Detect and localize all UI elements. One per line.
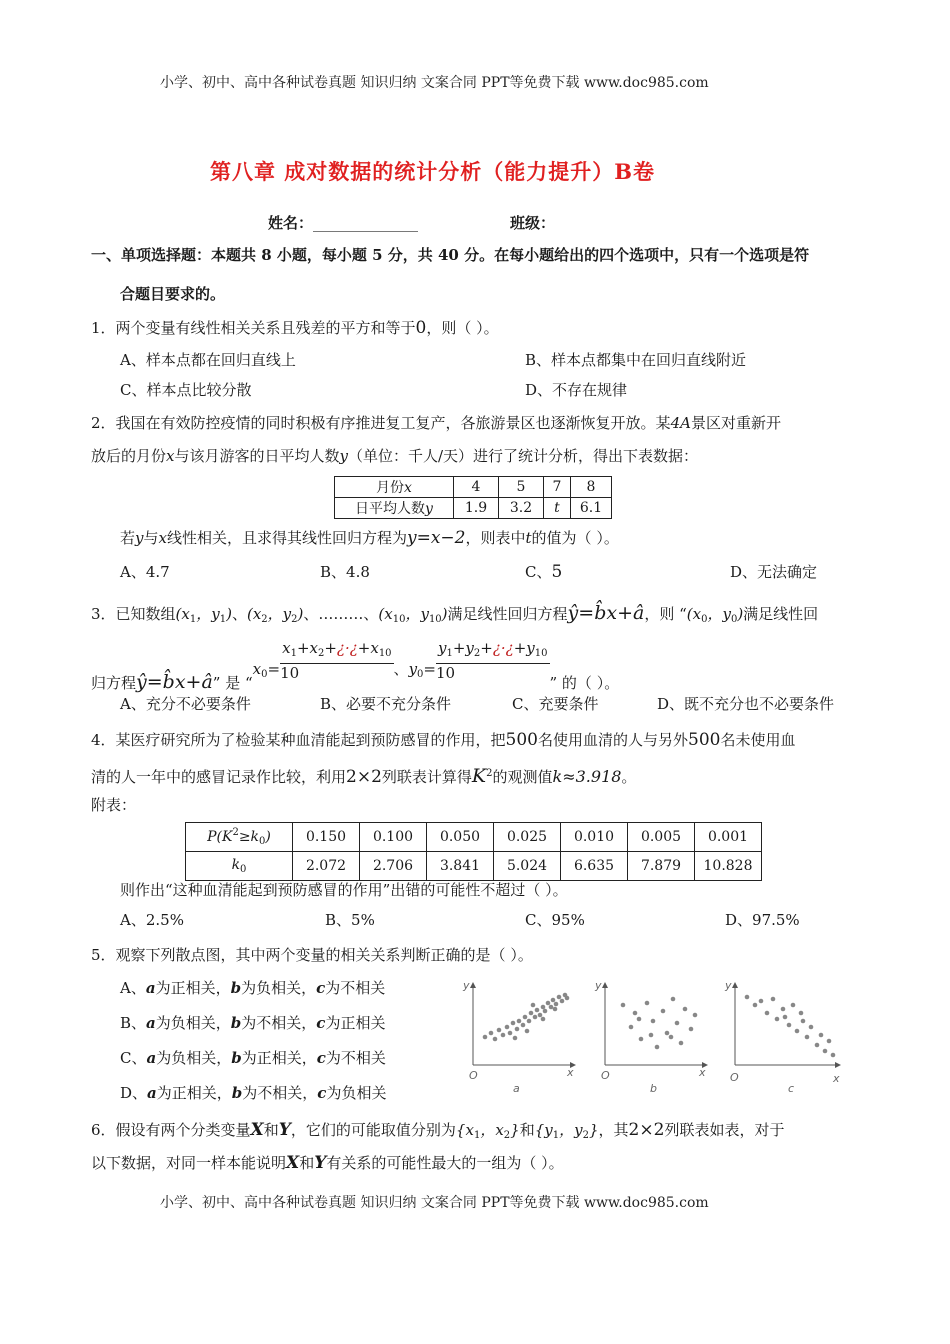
scatter-point [827,1039,832,1044]
scatter-point [759,999,764,1004]
q4-p-cell: 0.150 [293,823,360,852]
scatter-point [493,1037,498,1042]
q2-stem-line2: 放后的月份x与该月游客的日平均人数y（单位：千人/天）进行了统计分析，得出下表数据： [91,447,699,465]
scatter-point [665,1031,670,1036]
scatter-point [661,1009,666,1014]
scatter-point [651,1019,656,1024]
q4-k-cell: 6.635 [561,852,628,881]
q2-option-c: C、5 [525,562,563,582]
q4-k-cell: 5.024 [494,852,561,881]
scatter-point [637,1017,642,1022]
scatter-point [554,1002,559,1007]
q3-stem-line2: 归方程ŷ=b̂x+â” 是 “$x_0=$ $\frac{x_1+x_2+¿\cdot¿+x_{10}}{10}$ 、$y_0=$ $\frac{y_1+y_2+¿\cdot¿+y_{10}}{10}$ ” 的（ ）。 [91,639,620,693]
scatter-point [799,1011,804,1016]
scatter-plot-b [594,979,707,1095]
q2-option-d: D、无法确定 [730,563,818,581]
q4-stem-line1: 4．某医疗研究所为了检验某种血清能起到预防感冒的作用，把500名使用血清的人与另外500名未使用血 [91,730,796,750]
scatter-point [538,1013,543,1018]
plot-b-caption: b [650,1082,657,1095]
scatter-point [515,1027,520,1032]
q4-k-header: $k_0$ [186,852,293,881]
scatter-point [669,1035,674,1040]
q6-stem-line2: 以下数据，对同一样本能说明X和Y有关系的可能性最大的一组为（ ）。 [91,1153,564,1173]
q1-option-d: D、不存在规律 [525,381,628,399]
scatter-point [521,1023,526,1028]
name-label: 姓名：______________ [268,214,419,232]
q3-option-c: C、充要条件 [512,695,599,713]
q2-stem-line1: 2．我国在有效防控疫情的同时积极有序推进复工复产，各旅游景区也逐渐恢复开放。某4A景区对重新开 [91,414,781,432]
scatter-point [809,1025,814,1030]
q4-stem-line2: 清的人一年中的感冒记录作比较，利用2×2列联表计算得$K^2$的观测值k≈3.918。 [91,765,637,787]
q3-stem-line1: 3．已知数组($x_1$，$y_1$)、($x_2$，$y_2$)、………、($x_{10}$，$y_{10}$)满足线性回归方程ŷ=b̂x+â，则 “($x_0$，$y_0$)满足线性回 [91,602,819,625]
q3-fraction-y: $\frac{y_1+y_2+¿\cdot¿+y_{10}}{10}$ [436,639,548,682]
scatter-point [819,1033,824,1038]
scatter-point [483,1035,488,1040]
scatter-point [543,1009,548,1014]
plot-a-caption: a [513,1082,520,1095]
q4-p-cell: 0.025 [494,823,561,852]
scatter-point [671,997,676,1002]
q3-fraction-x: $\frac{x_1+x_2+¿\cdot¿+x_{10}}{10}$ [280,639,392,682]
scatter-point [517,1019,522,1024]
plot-a-xlabel: x [567,1066,574,1079]
q4-p-cell: 0.005 [628,823,695,852]
q5-option-a: A、a为正相关，b为负相关，c为不相关 [120,979,386,997]
scatter-point [529,1011,534,1016]
q2-row1-header: 月份x [335,477,454,498]
q2-month-cell: 5 [499,477,544,498]
plot-b-xlabel: x [699,1066,706,1079]
scatter-point [783,1015,788,1020]
q3-option-a: A、充分不必要条件 [120,695,251,713]
q2-value-cell: 3.2 [499,498,544,519]
scatter-point [489,1031,494,1036]
scatter-point [553,1007,558,1012]
q2-value-cell: 6.1 [571,498,612,519]
plot-a-origin: O [469,1069,478,1082]
page-header: 小学、初中、高中各种试卷真题 知识归纳 文案合同 PPT等免费下载 www.doc985.com [160,75,709,91]
section-heading: 一、单项选择题：本题共 8 小题，每小题 5 分，共 40 分。在每小题给出的四个选项中，只有一个选项是符 [91,246,810,264]
scatter-point [791,1003,796,1008]
q4-option-b: B、5% [325,911,375,929]
q4-p-cell: 0.010 [561,823,628,852]
q5-scatter-figure [455,975,855,1100]
scatter-point [549,1005,554,1010]
scatter-point [621,1003,626,1008]
scatter-point [795,1029,800,1034]
q2-value-cell: 1.9 [454,498,499,519]
q5-option-b: B、a为负相关，b为不相关，c为正相关 [120,1014,386,1032]
q4-p-cell: 0.050 [427,823,494,852]
page-footer: 小学、初中、高中各种试卷真题 知识归纳 文案合同 PPT等免费下载 www.doc985.com [160,1195,709,1211]
scatter-point [533,1015,538,1020]
scatter-point [781,1007,786,1012]
scatter-point [505,1025,510,1030]
scatter-point [535,1008,540,1013]
scatter-point [527,1019,532,1024]
scatter-point [497,1028,502,1033]
q2-stem-line3: 若y与x线性相关，且求得其线性回归方程为y=x−2，则表中t的值为（ ）。 [120,528,619,548]
scatter-point [815,1043,820,1048]
plot-c-origin: O [730,1071,739,1084]
q4-conclusion: 则作出“这种血清能起到预防感冒的作用”出错的可能性不超过（ ）。 [120,881,568,899]
scatter-point [649,1033,654,1038]
q4-k-cell: 3.841 [427,852,494,881]
page-title: 第八章 成对数据的统计分析（能力提升）B卷 [210,159,656,184]
scatter-point [775,1017,780,1022]
q1-option-b: B、样本点都集中在回归直线附近 [525,351,747,369]
scatter-point [753,1003,758,1008]
q2-option-a: A、4.7 [120,563,170,581]
q2-row2-header: 日平均人数y [335,498,454,519]
plot-b-ylabel: y [595,979,602,992]
scatter-point [523,1015,528,1020]
scatter-point [513,1036,518,1041]
q1-option-c: C、样本点比较分散 [120,381,252,399]
scatter-point [689,1027,694,1032]
scatter-point [633,1011,638,1016]
scatter-point [805,1035,810,1040]
q2-value-cell: t [544,498,571,519]
q3-option-d: D、既不充分也不必要条件 [657,695,835,713]
scatter-point [501,1033,506,1038]
scatter-point [629,1025,634,1030]
plot-c-xlabel: x [833,1072,840,1085]
q4-p-header: $P(K^2\ge k_0)$ [186,823,293,852]
q4-k-cell: 7.879 [628,852,695,881]
q2-month-cell: 7 [544,477,571,498]
scatter-point [557,995,562,1000]
scatter-point [801,1019,806,1024]
q4-critical-value-table [185,822,762,881]
scatter-point [645,1001,650,1006]
q4-option-a: A、2.5% [120,911,184,929]
scatter-point [675,1021,680,1026]
scatter-point [639,1037,644,1042]
q4-k-cell: 2.072 [293,852,360,881]
plot-b-origin: O [601,1069,610,1082]
scatter-point [546,1001,551,1006]
plot-a-ylabel: y [463,979,470,992]
q5-option-d: D、a为正相关，b为不相关，c为负相关 [120,1084,387,1102]
section-heading-cont: 合题目要求的。 [120,285,226,303]
q4-option-d: D、97.5% [725,911,800,929]
q4-option-c: C、95% [525,911,585,929]
q1-stem: 1．两个变量有线性相关关系且残差的平方和等于0，则（ ）。 [91,318,499,338]
scatter-point [541,1017,546,1022]
q4-k-cell: 2.706 [360,852,427,881]
scatter-point [787,1023,792,1028]
q2-data-table [334,476,612,519]
scatter-point [771,997,776,1002]
scatter-plot-c [724,979,840,1095]
scatter-point [565,996,570,1001]
scatter-point [531,1003,536,1008]
scatter-point [823,1049,828,1054]
q4-appendix-label: 附表： [91,796,137,814]
scatter-point [511,1021,516,1026]
q3-option-b: B、必要不充分条件 [320,695,452,713]
q2-month-cell: 4 [454,477,499,498]
plot-c-caption: c [788,1082,795,1095]
scatter-point [693,1013,698,1018]
q4-k-cell: 10.828 [695,852,762,881]
q1-option-a: A、样本点都在回归直线上 [120,351,296,369]
q2-option-b: B、4.8 [320,563,370,581]
q4-p-cell: 0.100 [360,823,427,852]
scatter-point [525,1029,530,1034]
scatter-point [655,1045,660,1050]
scatter-point [551,998,556,1003]
scatter-point [745,995,750,1000]
class-label: 班级： [510,214,556,232]
q5-stem: 5．观察下列散点图，其中两个变量的相关关系判断正确的是（ ）。 [91,946,533,964]
q2-month-cell: 8 [571,477,612,498]
scatter-point [679,1041,684,1046]
scatter-plot-a [462,979,575,1095]
scatter-point [541,1005,546,1010]
scatter-point [508,1031,513,1036]
scatter-point [831,1053,836,1058]
q5-option-c: C、a为负相关，b为正相关，c为不相关 [120,1049,386,1067]
scatter-point [560,999,565,1004]
scatter-point [765,1011,770,1016]
plot-c-ylabel: y [725,979,732,992]
scatter-point [683,1007,688,1012]
q6-stem-line1: 6．假设有两个分类变量X和Y，它们的可能取值分别为{$x_1$，$x_2$}和{$y_1$，$y_2$}，其2×2列联表如表，对于 [91,1120,785,1141]
q4-p-cell: 0.001 [695,823,762,852]
